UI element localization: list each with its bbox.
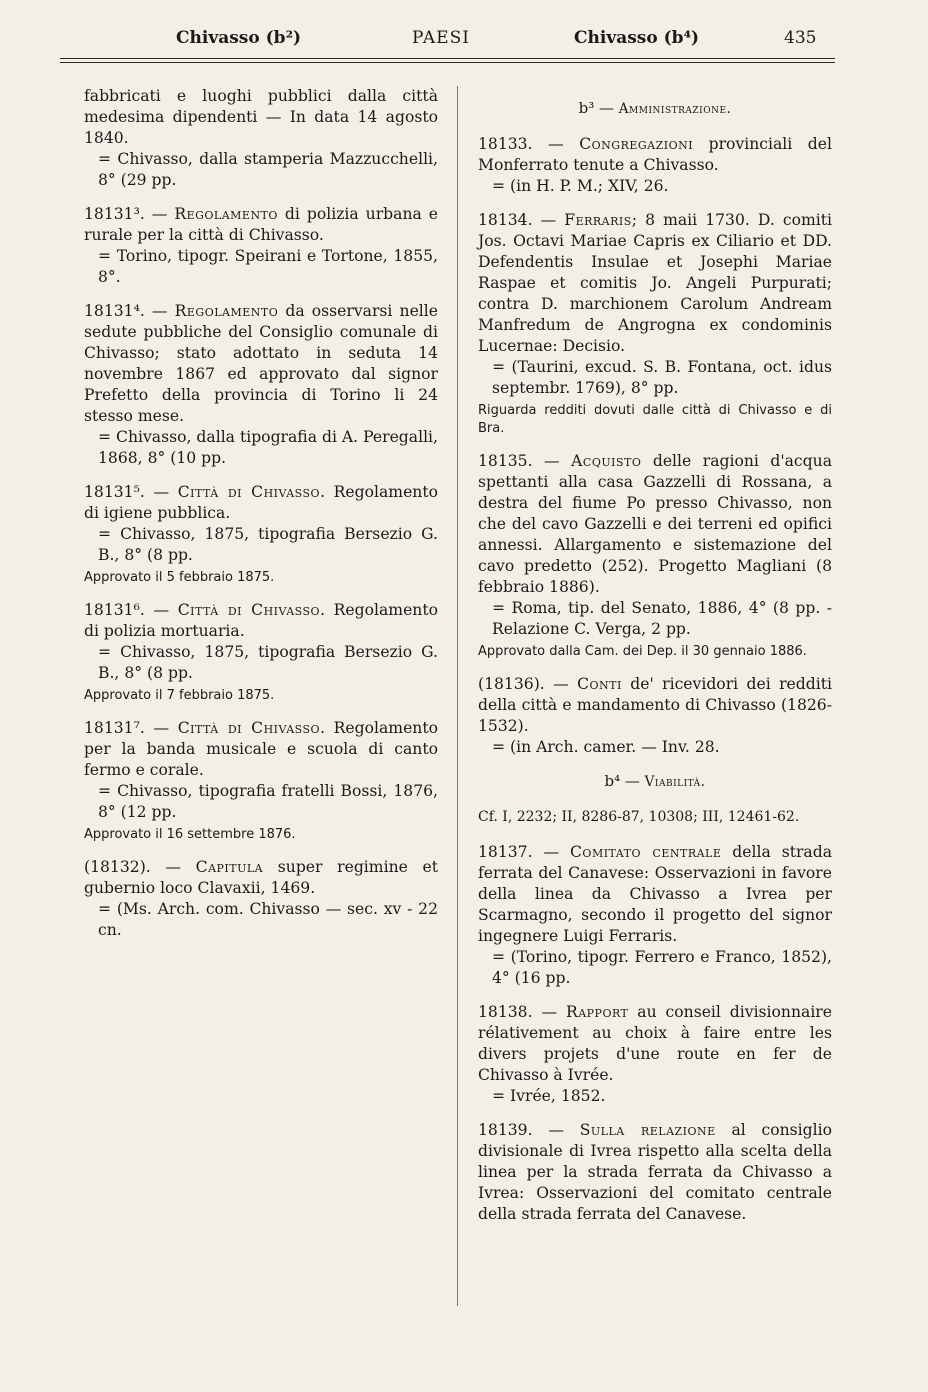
entry-18131-6: [84, 600, 438, 705]
entry-body: [478, 451, 832, 598]
entry-text: ; 8 maii 1730. D. comiti Jos. Octavi Mariae Capris ex Ciliario et DD. Defendentis Insulae et Josephi Mariae Raspae et comitis Jo. Angeli Purpurati; contra D. marchionem Carolum Andream Manfredum de Angrogna ex condominis Lucernae: Decisio.: [478, 211, 832, 355]
entry-body: [84, 857, 438, 899]
entry-text: della strada ferrata del Canavese: Osservazioni in favore della linea da Chivasso a Ivrea per Scarmagno, secondo il progetto del signor ingegnere Luigi Ferraris.: [478, 843, 833, 945]
entry-text: da osservarsi nelle sedute pubbliche del Consiglio comunale di Chivasso; stato adottato in seduta 14 novembre 1867 ed approvato dal signor Prefetto della provincia di Torino li 24 stesso mese.: [84, 302, 439, 425]
entry-body: [84, 718, 438, 781]
entry-number: (18136). —: [478, 675, 578, 693]
entry-body: [478, 842, 832, 947]
entry-text: . Regolamento per la banda musicale e scuola di canto fermo e corale.: [84, 719, 438, 779]
header-right: Chivasso (b⁴): [574, 28, 700, 48]
header-left: Chivasso (b²): [176, 28, 302, 48]
entry-publication: = Chivasso, dalla stamperia Mazzucchelli, 8° (29 pp.: [98, 150, 438, 189]
entry-text: provinciali del Monferrato tenute a Chivasso.: [478, 135, 832, 174]
entry-number: 18131⁶. —: [84, 601, 178, 619]
entry-publication: = (Torino, tipogr. Ferrero e Franco, 1852), 4° (16 pp.: [492, 948, 832, 987]
entry-title: Acquisto: [571, 452, 642, 470]
entry-18138: [478, 1002, 832, 1107]
section-label: b³ —: [578, 99, 619, 117]
page-number: 435: [784, 28, 817, 48]
right-column: [478, 86, 832, 1238]
entry-18131-7: [84, 718, 438, 844]
section-title: Amministrazione.: [618, 101, 732, 117]
header-rule-top: [60, 58, 835, 59]
entry-note: Approvato il 16 settembre 1876.: [84, 827, 296, 842]
entry-body: [84, 301, 438, 427]
entry-18131-3: [84, 204, 438, 288]
section-label: b⁴ —: [604, 772, 645, 790]
entry-title: Ferraris: [564, 211, 632, 229]
entry-title: Rapport: [565, 1003, 629, 1021]
entry-title: Città di Chivasso: [177, 719, 321, 737]
header-center: PAESI: [412, 28, 470, 48]
entry-number: 18131⁵. —: [84, 483, 178, 501]
entry-publication: = Chivasso, dalla tipografia di A. Peregalli, 1868, 8° (10 pp.: [98, 428, 438, 467]
entry-publication: = Chivasso, 1875, tipografia Bersezio G. B., 8° (8 pp.: [98, 643, 438, 682]
entry-text: . Regolamento di igiene pubblica.: [84, 483, 438, 522]
entry-number: 18133. —: [478, 135, 580, 153]
entry-18135: [478, 451, 832, 661]
entry-title: Comitato centrale: [570, 843, 722, 861]
entry-body: [84, 482, 438, 524]
entry-number: 18135. —: [478, 452, 572, 470]
entry-body: fabbricati e luoghi pubblici dalla città medesima dipendenti — In data 14 agosto 1840.: [84, 87, 438, 147]
entry-title: Città di Chivasso: [177, 483, 321, 501]
entry-publication: = (in H. P. M.; XIV, 26.: [492, 177, 669, 195]
entry-title: Conti: [577, 675, 622, 693]
entry-body: [84, 204, 438, 246]
header-rule-bottom: [60, 62, 835, 63]
entry-note: Approvato il 7 febbraio 1875.: [84, 688, 275, 703]
entry-18134: [478, 210, 832, 438]
entry-publication: = Torino, tipogr. Speirani e Tortone, 1855, 8°.: [98, 247, 438, 286]
entry-text: di polizia urbana e rurale per la città di Chivasso.: [84, 205, 438, 244]
entry-note: Approvato il 5 febbraio 1875.: [84, 570, 275, 585]
entry-title: Congregazioni: [579, 135, 694, 153]
entry-number: 18138. —: [478, 1003, 566, 1021]
entry-body: [478, 134, 832, 176]
entry-body: [478, 1120, 832, 1225]
section-heading-b4: [478, 771, 832, 793]
entry-number: 18134. —: [478, 211, 565, 229]
entry-title: Sulla relazione: [579, 1121, 716, 1139]
entry-text: de' ricevidori dei redditi della città e mandamento di Chivasso (1826-1532).: [478, 675, 832, 735]
entry-publication: = (in Arch. camer. — Inv. 28.: [492, 738, 720, 756]
entry-continued: [84, 86, 438, 191]
section-heading-b3: [478, 98, 832, 120]
entry-title: Capitula: [195, 858, 264, 876]
entry-body: [478, 210, 832, 357]
entry-18131-4: [84, 301, 438, 469]
entry-text: au conseil divisionnaire rélativement au choix à faire entre les divers projets d'une route en fer de Chivasso à Ivrée.: [478, 1003, 832, 1084]
entry-title: Regolamento: [174, 205, 278, 223]
entry-publication: = (Taurini, excud. S. B. Fontana, oct. idus septembr. 1769), 8° pp.: [492, 358, 832, 397]
entry-publication: = Ivrée, 1852.: [492, 1087, 606, 1105]
entry-number: 18139. —: [478, 1121, 580, 1139]
section-title: Viabilità.: [644, 774, 706, 790]
entry-publication: = Chivasso, 1875, tipografia Bersezio G. B., 8° (8 pp.: [98, 525, 438, 564]
entry-text: . Regolamento di polizia mortuaria.: [84, 601, 438, 640]
entry-text: al consiglio divisionale di Ivrea rispetto alla scelta della linea per la strada ferrata da Chivasso a Ivrea: Osservazioni del comitato centrale della strada ferrata del Canavese.: [478, 1121, 832, 1223]
entry-body: [478, 674, 832, 737]
left-column: [84, 86, 438, 954]
entry-publication: = Roma, tip. del Senato, 1886, 4° (8 pp. - Relazione C. Verga, 2 pp.: [492, 599, 832, 638]
entry-number: 18131⁷. —: [84, 719, 178, 737]
entry-18131-5: [84, 482, 438, 587]
running-header: [60, 22, 840, 52]
cross-reference: Cf. I, 2232; II, 8286-87, 10308; III, 12461-62.: [478, 809, 800, 825]
entry-body: [84, 600, 438, 642]
column-divider: [457, 86, 458, 1306]
entry-number: 18131⁴. —: [84, 302, 175, 320]
entry-text: super regimine et gubernio loco Clavaxii, 1469.: [84, 858, 438, 897]
entry-number: (18132). —: [84, 858, 196, 876]
entry-title: Regolamento: [174, 302, 279, 320]
entry-note: Approvato dalla Cam. dei Dep. il 30 gennaio 1886.: [478, 644, 807, 659]
entry-publication: = (Ms. Arch. com. Chivasso — sec. xv - 22 cn.: [98, 900, 438, 939]
entry-title: Città di Chivasso: [177, 601, 321, 619]
entry-number: 18131³. —: [84, 205, 175, 223]
entry-18137: [478, 842, 832, 989]
entry-18139: [478, 1120, 832, 1225]
entry-note: Riguarda redditi dovuti dalle città di Chivasso e di Bra.: [478, 403, 832, 436]
entry-body: [478, 1002, 832, 1086]
entry-18136: [478, 674, 832, 758]
entry-number: 18137. —: [478, 843, 570, 861]
entry-18133: [478, 134, 832, 197]
entry-text: delle ragioni d'acqua spettanti alla casa Gazzelli di Rossana, a destra del fiume Po presso Chivasso, non che del cavo Gazzelli e dei terreni ed opifici annessi. Allargamento e sistemazione del cavo predetto (252). Progetto Magliani (8 febbraio 1886).: [478, 452, 832, 596]
entry-publication: = Chivasso, tipografia fratelli Bossi, 1876, 8° (12 pp.: [98, 782, 438, 821]
entry-18132: [84, 857, 438, 941]
